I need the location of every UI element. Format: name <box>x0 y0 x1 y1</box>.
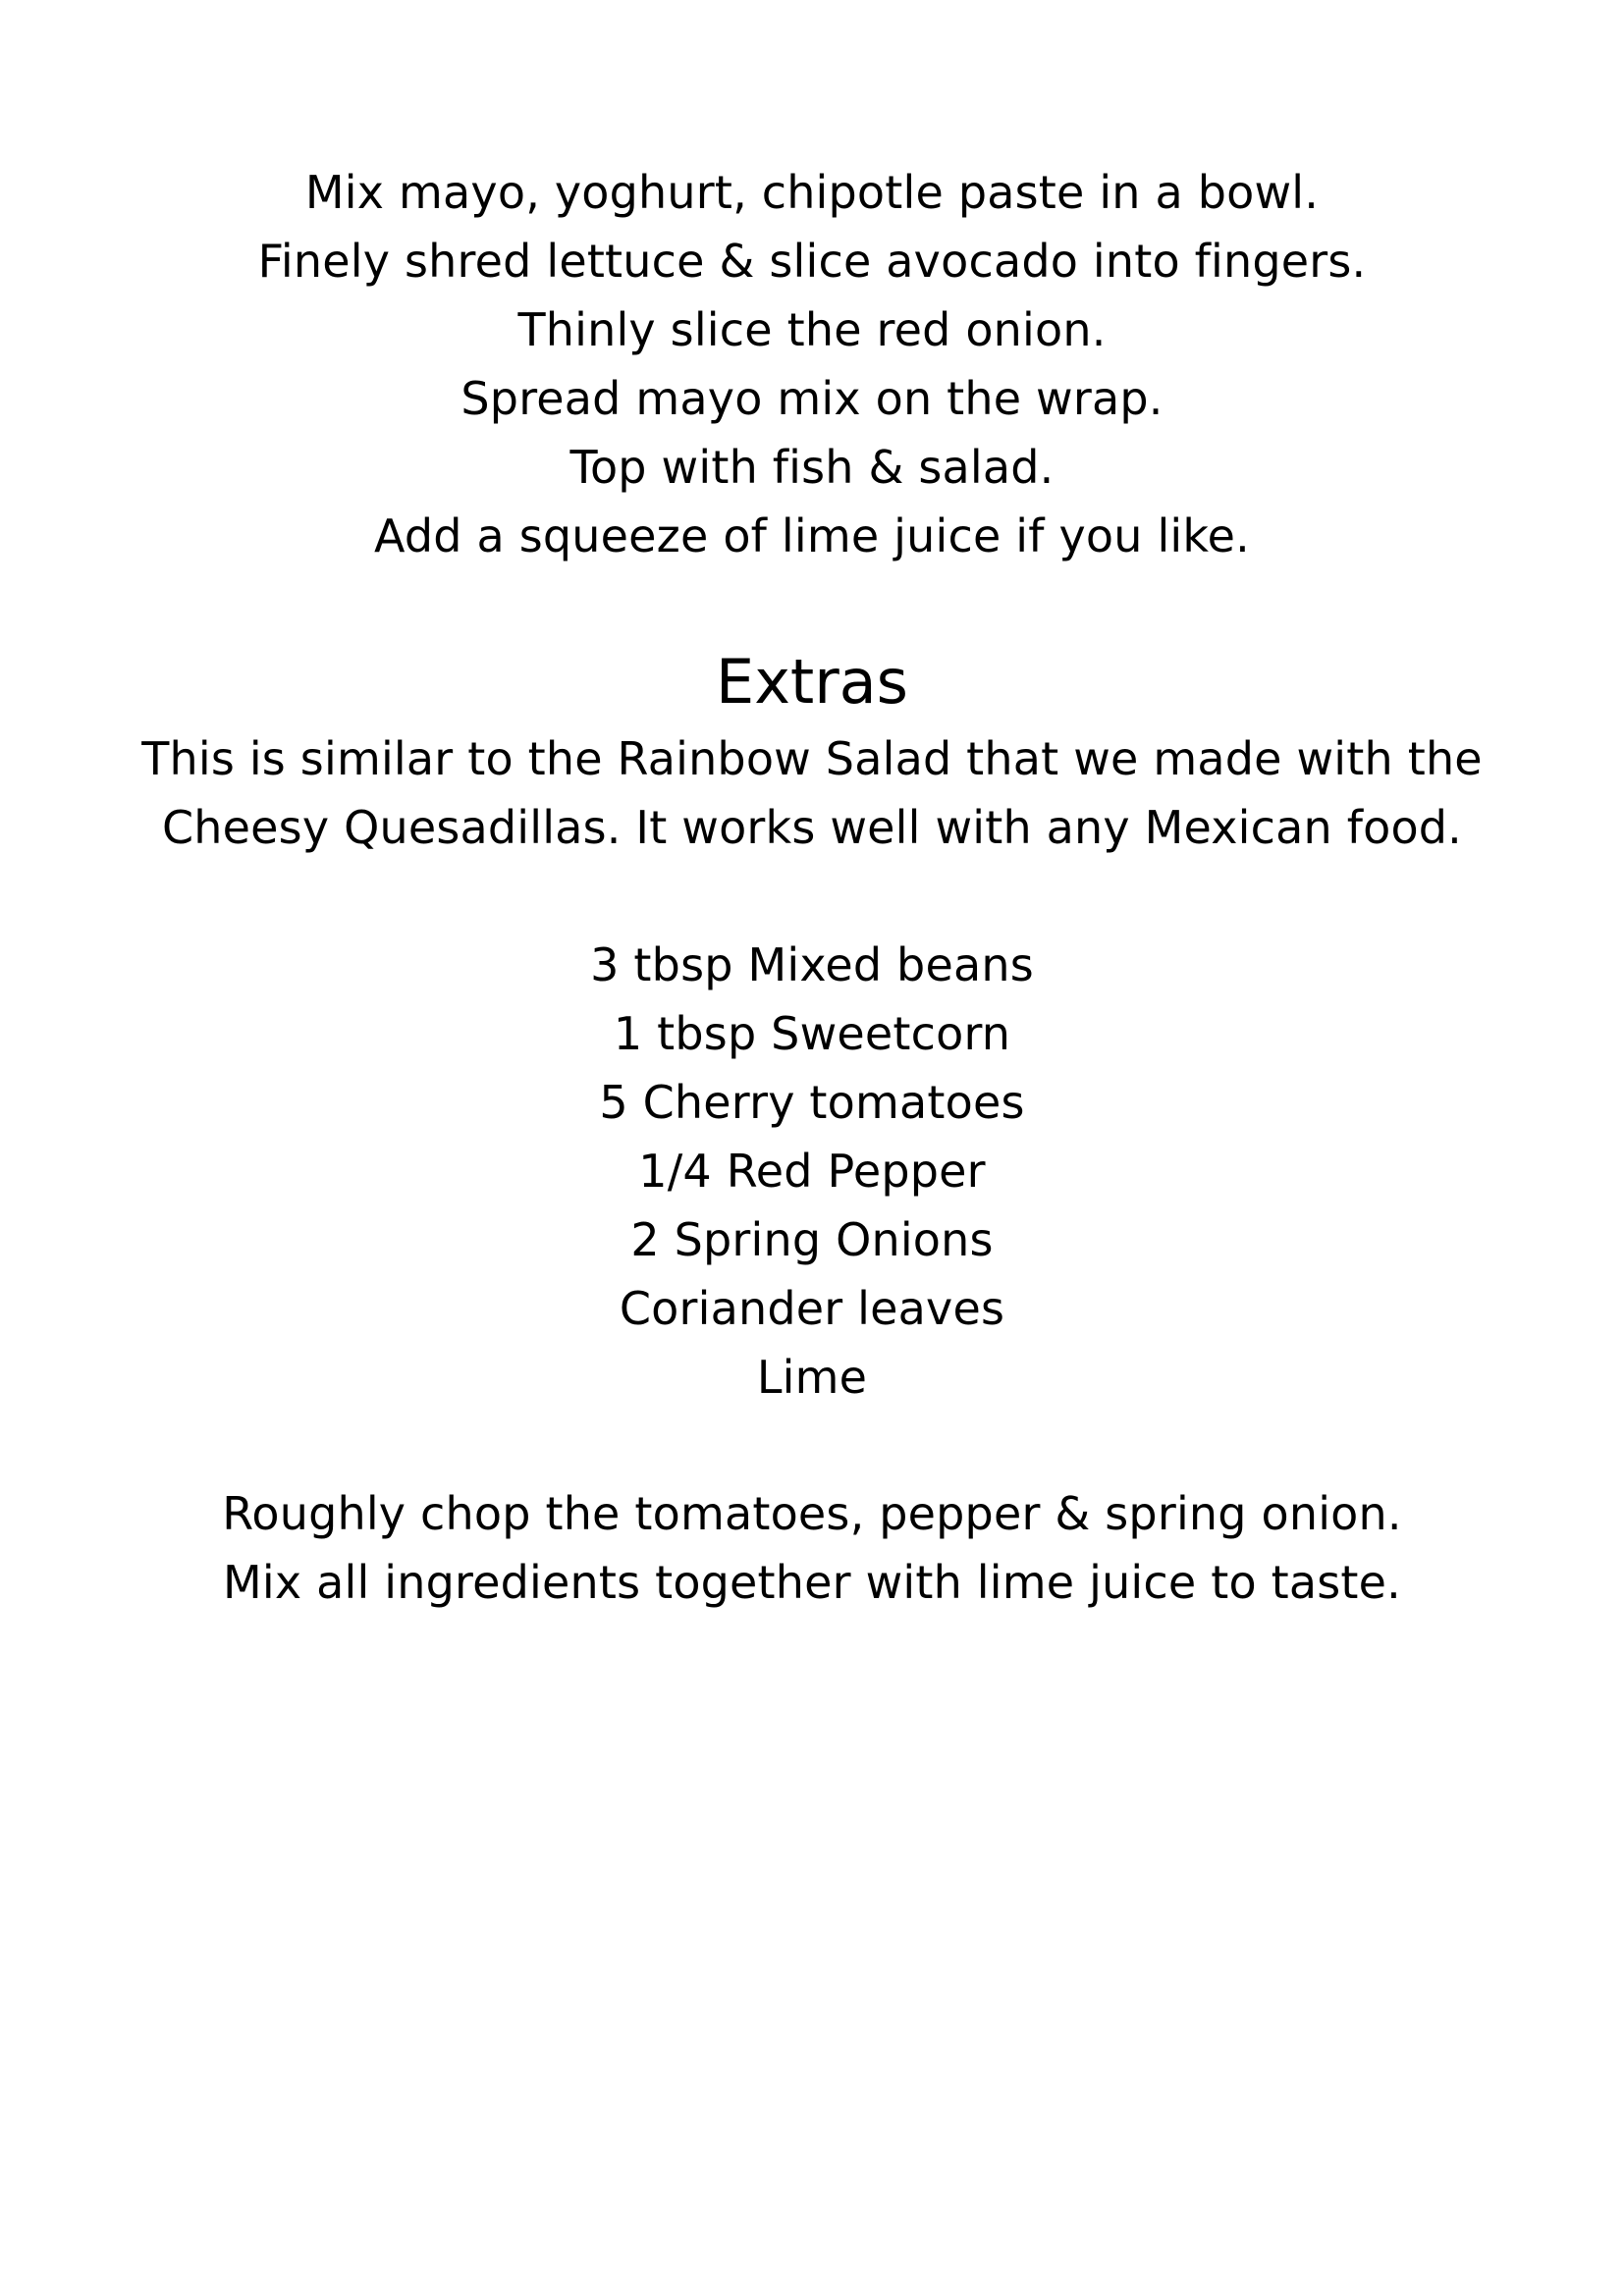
ingredient-item: 1/4 Red Pepper <box>638 1145 986 1198</box>
salad-method-step: Mix all ingredients together with lime juice to taste. <box>223 1556 1401 1609</box>
method-step: Thinly slice the red onion. <box>517 303 1107 356</box>
method-step: Finely shred lettuce & slice avocado into fingers. <box>257 235 1367 288</box>
salad-method-steps <box>0 1479 1624 1617</box>
ingredient-item: 2 Spring Onions <box>630 1213 994 1266</box>
extras-heading: Extras <box>716 646 908 718</box>
extras-intro <box>0 724 1624 862</box>
method-step: Spread mayo mix on the wrap. <box>460 372 1164 425</box>
method-step: Mix mayo, yoghurt, chipotle paste in a bowl. <box>304 166 1320 219</box>
extras-intro-line: This is similar to the Rainbow Salad that we made with the <box>141 732 1483 785</box>
extras-section-header <box>0 643 1624 721</box>
ingredient-item: Coriander leaves <box>619 1282 1005 1335</box>
wrap-method-steps <box>0 158 1624 570</box>
method-step: Top with fish & salad. <box>569 441 1055 494</box>
salad-method-step: Roughly chop the tomatoes, pepper & spring onion. <box>222 1487 1402 1540</box>
method-step: Add a squeeze of lime juice if you like. <box>374 509 1250 562</box>
ingredient-item: 3 tbsp Mixed beans <box>590 938 1034 991</box>
ingredient-item: 1 tbsp Sweetcorn <box>613 1007 1011 1060</box>
ingredient-item: 5 Cherry tomatoes <box>599 1076 1025 1129</box>
ingredients-list <box>0 931 1624 1412</box>
ingredient-item: Lime <box>756 1351 868 1404</box>
extras-intro-line: Cheesy Quesadillas. It works well with any Mexican food. <box>161 801 1463 854</box>
